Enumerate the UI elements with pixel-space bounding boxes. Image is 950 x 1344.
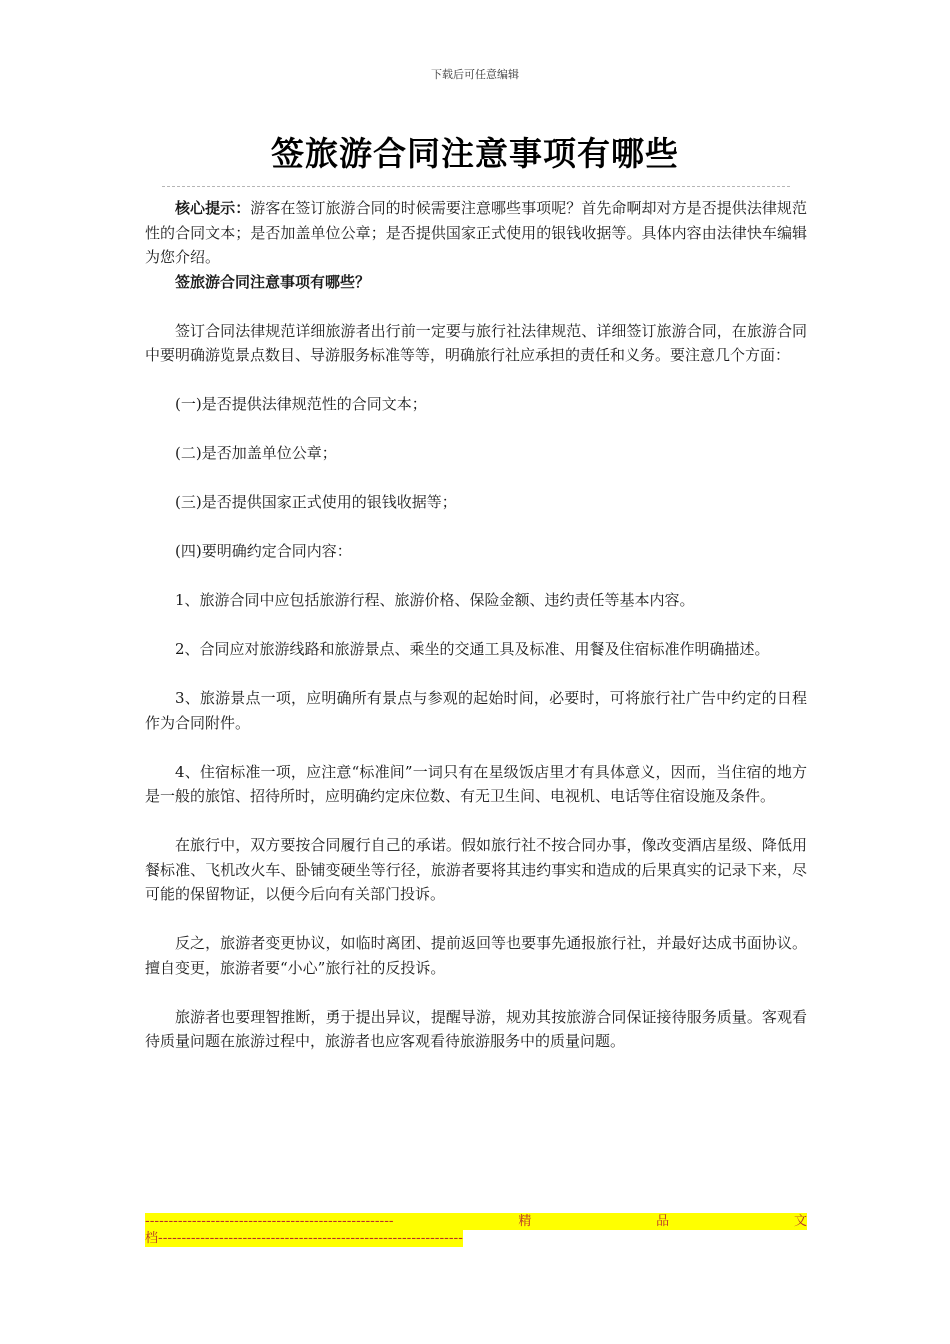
intro-text: 游客在签订旅游合同的时候需要注意哪些事项呢？首先命啊却对方是否提供法律规范性的合同文本；是否加盖单位公章；是否提供国家正式使用的银钱收据等。具体内容由法律快车编辑为您介绍。 [145,199,807,266]
header-note: 下载后可任意编辑 [431,68,519,81]
footer-banner [145,1213,807,1252]
footer-char: 档 [145,1231,159,1246]
body-paragraph: 反之，旅游者变更协议，如临时离团、提前返回等也要事先通报旅行社，并最好达成书面协议。擅自变更，旅游者要“小心”旅行社的反投诉。 [145,934,807,977]
body-paragraph: 1、旅游合同中应包括旅游行程、旅游价格、保险金额、违约责任等基本内容。 [175,591,695,609]
footer-char: 品 [656,1214,670,1229]
page-title: 签旅游合同注意事项有哪些 [271,134,679,173]
body-paragraph: (三)是否提供国家正式使用的银钱收据等； [175,493,457,511]
body-paragraph: (二)是否加盖单位公章； [175,444,337,462]
footer-char: 精 [518,1214,532,1229]
footer-line-1 [145,1213,807,1230]
body-paragraph: 旅游者也要理智推断，勇于提出异议，提醒导游，规劝其按旅游合同保证接待服务质量。客观看待质量问题在旅游过程中，旅游者也应客观看待旅游服务中的质量问题。 [145,1007,807,1050]
body-paragraph: 签订合同法律规范详细旅游者出行前一定要与旅行社法律规范、详细签订旅游合同，在旅游合同中要明确游览景点数目、导游服务标准等等，明确旅行社应承担的责任和义务。要注意几个方面： [145,321,807,364]
document-body [145,196,807,1054]
footer-dashes: ----------------------------------------------------- [145,1214,394,1229]
title-divider [162,186,790,187]
body-paragraph: (一)是否提供法律规范性的合同文本； [175,395,427,413]
body-paragraph: 2、合同应对旅游线路和旅游景点、乘坐的交通工具及标准、用餐及住宿标准作明确描述。 [175,640,770,658]
intro-paragraph [145,196,807,270]
footer-dashes: ----------------------------------------------------------------- [158,1231,463,1246]
footer-char: 文 [793,1214,807,1229]
body-paragraph: 3、旅游景点一项，应明确所有景点与参观的起始时间，必要时，可将旅行社广告中约定的日程作为合同附件。 [145,689,807,732]
footer-line-2 [145,1230,463,1247]
section-heading: 签旅游合同注意事项有哪些？ [175,272,371,291]
body-paragraph: 在旅行中，双方要按合同履行自己的承诺。假如旅行社不按合同办事，像改变酒店星级、降低用餐标准、飞机改火车、卧铺变硬坐等行径，旅游者要将其违约事实和造成的后果真实的记录下来，尽可能的保留物证，以便今后向有关部门投诉。 [145,836,807,903]
body-paragraph: (四)要明确约定合同内容： [175,542,352,560]
body-paragraph: 4、住宿标准一项，应注意“标准间”一词只有在星级饭店里才有具体意义，因而，当住宿的地方是一般的旅馆、招待所时，应明确约定床位数、有无卫生间、电视机、电话等住宿设施及条件。 [145,762,807,805]
intro-label: 核心提示： [175,199,251,217]
